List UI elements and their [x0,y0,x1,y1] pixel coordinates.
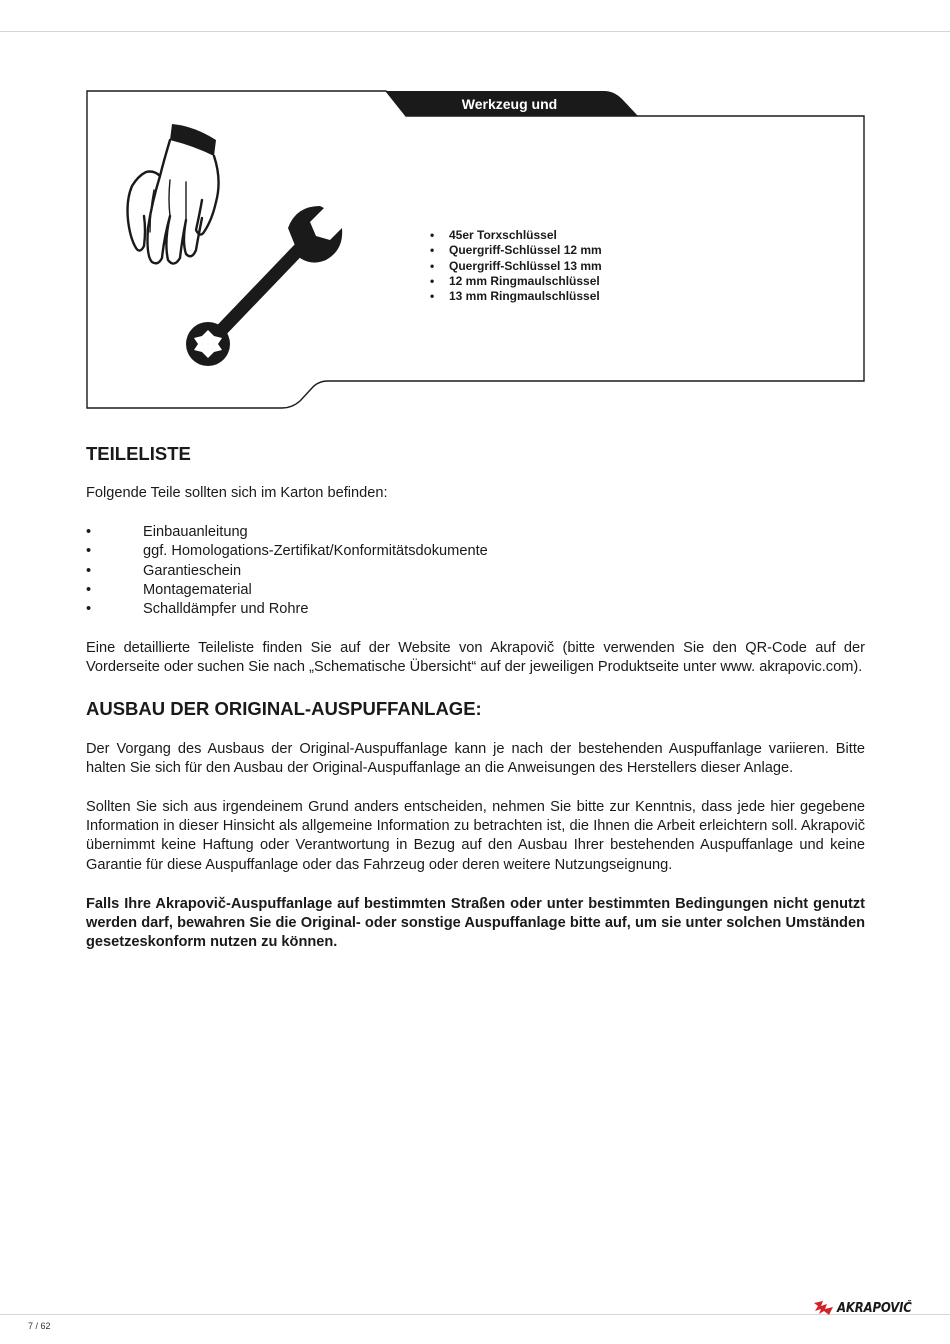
main-content [86,442,865,952]
akrapovic-scorpion-icon [813,1300,835,1316]
bottom-divider [0,1314,950,1315]
removal-heading: AUSBAU DER ORIGINAL-AUSPUFFANLAGE: [86,697,482,719]
parts-list-item: • Garantieschein [86,562,865,581]
removal-paragraph-1: Der Vorgang des Ausbaus der Original-Auspuffanlage kann je nach der bestehenden Auspuffanlage variieren. Bitte halten Sie sich für den Ausbau der Original-Auspuffanlage an die Anweisungen des Herstellers dieser Anlage. [86,740,865,776]
tools-list-item: • 13 mm Ringmaulschlüssel [430,289,602,304]
akrapovic-logo [813,1300,920,1316]
tools-list-item: • 45er Torxschlüssel [430,228,602,243]
tools-box-title: Werkzeug und Ausrüstung [461,96,558,130]
tools-list-item: • 12 mm Ringmaulschlüssel [430,274,602,289]
combination-wrench-icon [184,202,344,372]
tools-list-item: • Quergriff-Schlüssel 13 mm [430,259,602,274]
parts-list-item: • ggf. Homologations-Zertifikat/Konformitätsdokumente [86,542,865,561]
page-number: 7 / 62 [28,1321,51,1331]
parts-heading: TEILELISTE [86,443,191,464]
tools-list-item: • Quergriff-Schlüssel 12 mm [430,243,602,258]
parts-list-item: • Einbauanleitung [86,523,865,542]
parts-intro: Folgende Teile sollten sich im Karton befinden: [86,485,388,501]
parts-list-item: • Schalldämpfer und Rohre [86,600,865,619]
removal-warning: Falls Ihre Akrapovič-Auspuffanlage auf bestimmten Straßen oder unter bestimmten Bedingungen nicht genutzt werden darf, bewahren Sie die Original- oder sonstige Auspuffanlage bitte auf, um sie unter solchen Umständen gesetzeskonform nutzen zu können. [86,895,865,951]
top-divider [0,31,950,32]
removal-paragraph-2: Sollten Sie sich aus irgendeinem Grund anders entscheiden, nehmen Sie bitte zur Kenntnis, dass jede hier gegebene Information in dieser Hinsicht als allgemeine Information zu betrachten ist, die Ihnen die Arbeit erleichtern soll. Akrapovič übernimmt keine Haftung oder Verantwortung in Bezug auf den Ausbau Ihrer bestehenden Auspuffanlage und keine Garantie für diese Auspuffanlage oder das Fahrzeug oder deren weitere Nutzungseignung. [86,799,865,873]
parts-list [86,523,865,619]
akrapovic-wordmark: AKRAPOVIČ [837,1300,912,1316]
tools-equipment-box [86,90,866,410]
parts-list-item: • Montagematerial [86,581,865,600]
tools-list [430,228,602,304]
parts-note: Eine detaillierte Teileliste finden Sie auf der Website von Akrapovič (bitte verwenden Sie den QR-Code auf der Vorderseite oder suchen Sie nach „Schematische Übersicht“ auf der jeweiligen Produktseite unter www. akrapovic.com). [86,640,865,676]
